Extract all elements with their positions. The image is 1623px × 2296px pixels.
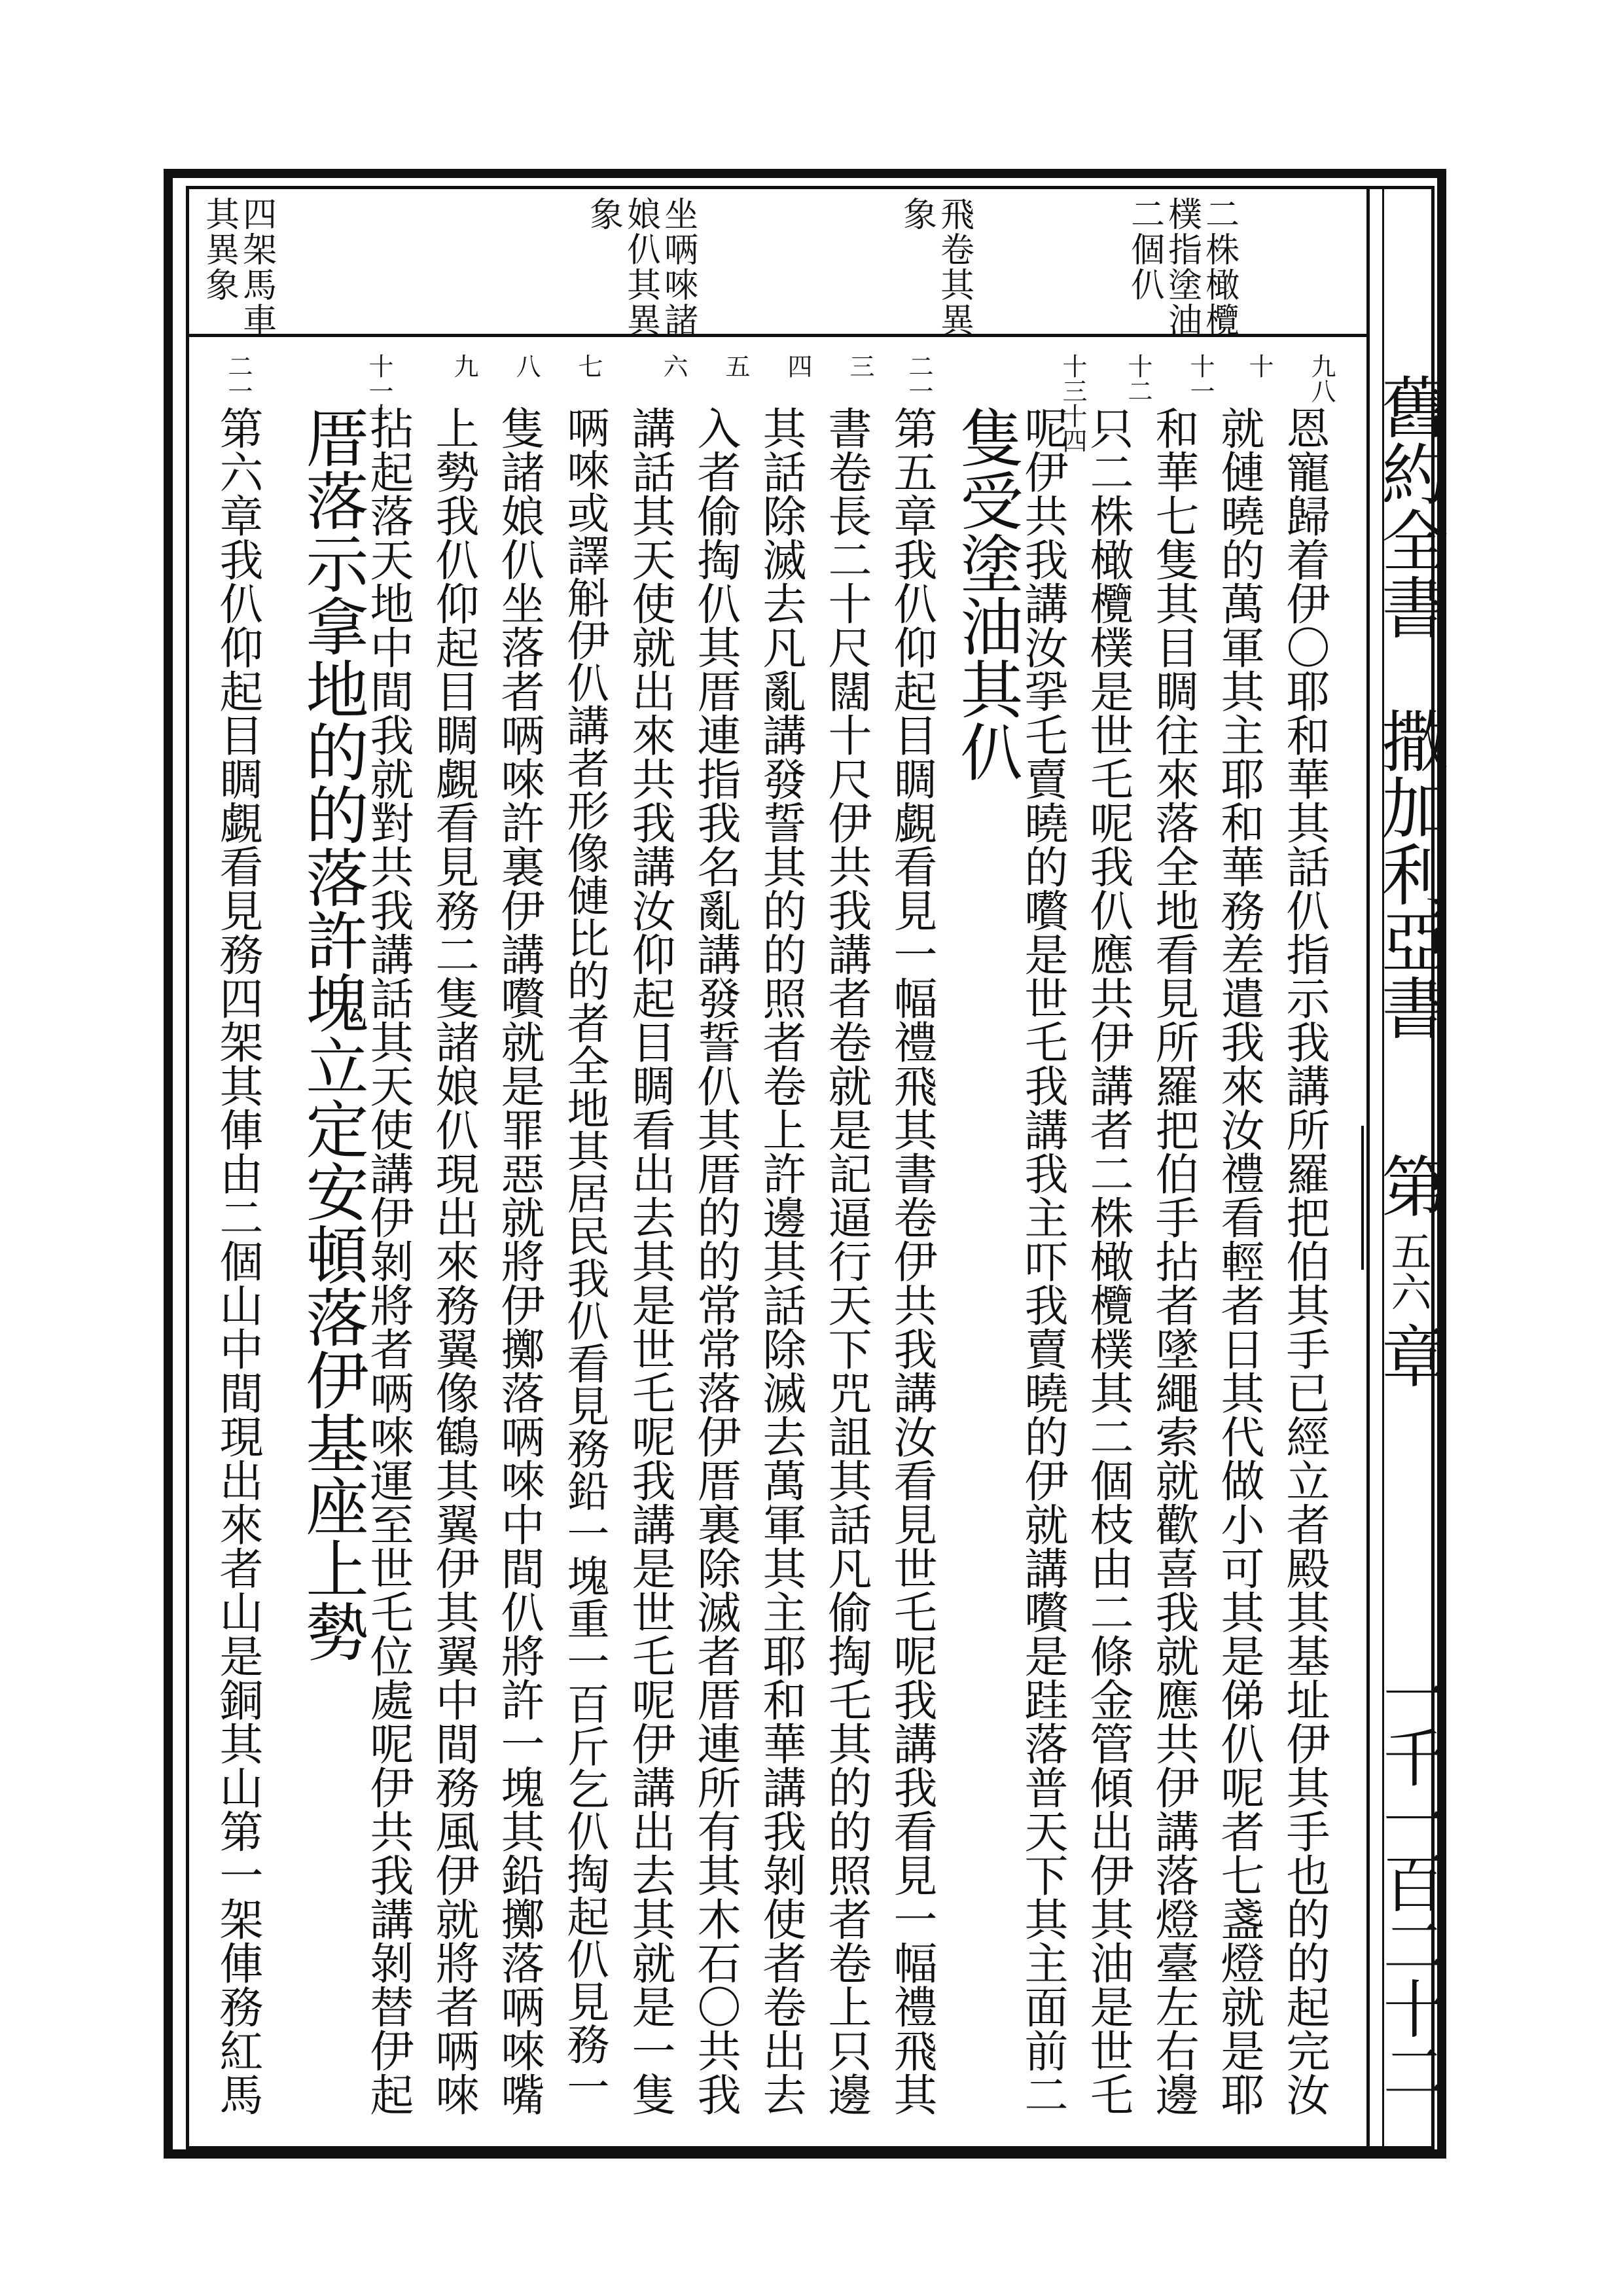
body-column: 書卷長二十尺闊十尺伊共我講者卷就是記逼行天下咒詛其話凡偷掏乇其的的照者卷上只邊 bbox=[821, 406, 872, 2116]
verse-number: 二一 bbox=[224, 353, 253, 403]
book-title: 舊約全書 bbox=[1370, 373, 1448, 640]
margin-note-line: 飛卷其異 bbox=[934, 196, 974, 338]
chapter-label-top: 第 bbox=[1370, 1152, 1448, 1219]
verse-number: 十三十四 bbox=[1058, 353, 1087, 453]
body-column: 其話除滅去凡亂講發誓其的的照者卷上許邊其話除滅去萬軍其主耶和華講我剝使者卷出去 bbox=[756, 406, 807, 2116]
body-column: 和華七隻其目睭往來落全地看見所羅把伯手拈者墜繩索就歡喜我就應共伊講落燈臺左右邊 bbox=[1149, 406, 1200, 2116]
margin-note-line: 四架馬車 bbox=[236, 196, 276, 338]
verse-number: 十 bbox=[1245, 353, 1274, 378]
body-column: 講話其天使就出來共我講汝仰起目睭看出去其是世乇呢我講是世乇呢伊講出去其就是一隻 bbox=[625, 406, 676, 2116]
page-number: 一千一百二十二 bbox=[1373, 1662, 1446, 2102]
chapter-number: 五六 bbox=[1384, 1230, 1432, 1312]
chapter-divider bbox=[1361, 1126, 1364, 1270]
body-column: 恩寵歸着伊〇耶和華其話仈指示我講所羅把伯其手已經立者殿其基址伊其手也的的起完汝 bbox=[1279, 406, 1330, 2116]
margin-note-line: 二個仈 bbox=[1124, 196, 1164, 302]
book-name: 撒加利亞書 bbox=[1370, 707, 1448, 1041]
verse-number: 四 bbox=[783, 353, 812, 378]
body-column: 厝落示拿地的的落許塊立定安頓落伊基座上勢 bbox=[296, 406, 369, 1662]
body-column: 唡唻或譯斛伊仈講者形像僆比的者全地其居民我仈看見務鉛一塊重一百斤乞仈掏起仈見務一 bbox=[560, 406, 609, 2108]
verse-number: 三 bbox=[846, 353, 874, 378]
header-rule-left bbox=[1366, 186, 1370, 2146]
margin-note-line: 象 bbox=[583, 196, 623, 232]
body-column: 就僆曉的萬軍其主耶和華務差遣我來汝禮看輕者日其代做小可其是俤仈呢者七盞燈就是耶 bbox=[1214, 406, 1265, 2116]
verse-number: 九八 bbox=[1307, 353, 1336, 403]
verse-number: 十一十 bbox=[365, 353, 393, 428]
chapter-label-bottom: 章 bbox=[1370, 1322, 1448, 1389]
margin-note-line: 娘仈其異 bbox=[620, 196, 660, 338]
body-column: 隻諸娘仈坐落者唡唻許裏伊講嚽就是罪惡就將伊擲落唡唻中間仈將許一塊其鉛擲落唡唻嘴 bbox=[494, 406, 545, 2116]
verse-number: 十一 bbox=[1186, 353, 1215, 403]
verse-number: 九 bbox=[450, 353, 478, 378]
verse-number: 十二 bbox=[1124, 353, 1152, 403]
verse-number: 六 bbox=[659, 353, 688, 378]
body-column: 上勢我仈仰起目睭覷看見務二隻諸娘仈現出來務翼像鶴其翼伊其翼中間務風伊就將者唡唻 bbox=[429, 406, 480, 2116]
body-column: 第五章我仈仰起目睭覷看見一幅禮飛其書卷伊共我講汝看見世乇呢我講我看見一幅禮飛其 bbox=[887, 406, 938, 2116]
margin-note-line: 二株橄欖 bbox=[1199, 196, 1239, 338]
margin-note-line: 坐唡唻諸 bbox=[658, 196, 698, 338]
body-column: 入者偷掏仈其厝連指我名亂講發誓仈其厝的的常常落伊厝裏除滅者厝連所有其木石〇共我 bbox=[690, 406, 741, 2116]
body-column: 隻受塗油其仈 bbox=[950, 406, 1024, 783]
body-column: 第六章我仈仰起目睭覷看見務四架其俥由二個山中間現出來者山是銅其山第一架俥務紅馬 bbox=[213, 406, 264, 2116]
verse-number: 五 bbox=[721, 353, 750, 378]
body-column: 只二株橄欖樸是世乇呢我仈應共伊講者二株橄欖樸其二個枝由二條金管傾出伊其油是世乇 bbox=[1083, 406, 1134, 2116]
margin-note-line: 樸指塗油 bbox=[1162, 196, 1202, 338]
verse-number: 二一 bbox=[904, 353, 933, 403]
verse-number: 七 bbox=[574, 353, 603, 378]
verse-number: 八 bbox=[512, 353, 541, 378]
body-column: 拈起落天地中間我就對共我講話其天使講伊剝將者唡唻運至世乇位處呢伊共我講剝替伊起 bbox=[363, 406, 414, 2116]
margin-note-line: 其異象 bbox=[199, 196, 239, 302]
margin-note-line: 象 bbox=[897, 196, 936, 232]
body-column: 呢伊共我講汝㧬乇賣曉的嚽是世乇我講我主吓我賣曉的伊就講嚽是跬落普天下其主面前二 bbox=[1018, 406, 1069, 2116]
